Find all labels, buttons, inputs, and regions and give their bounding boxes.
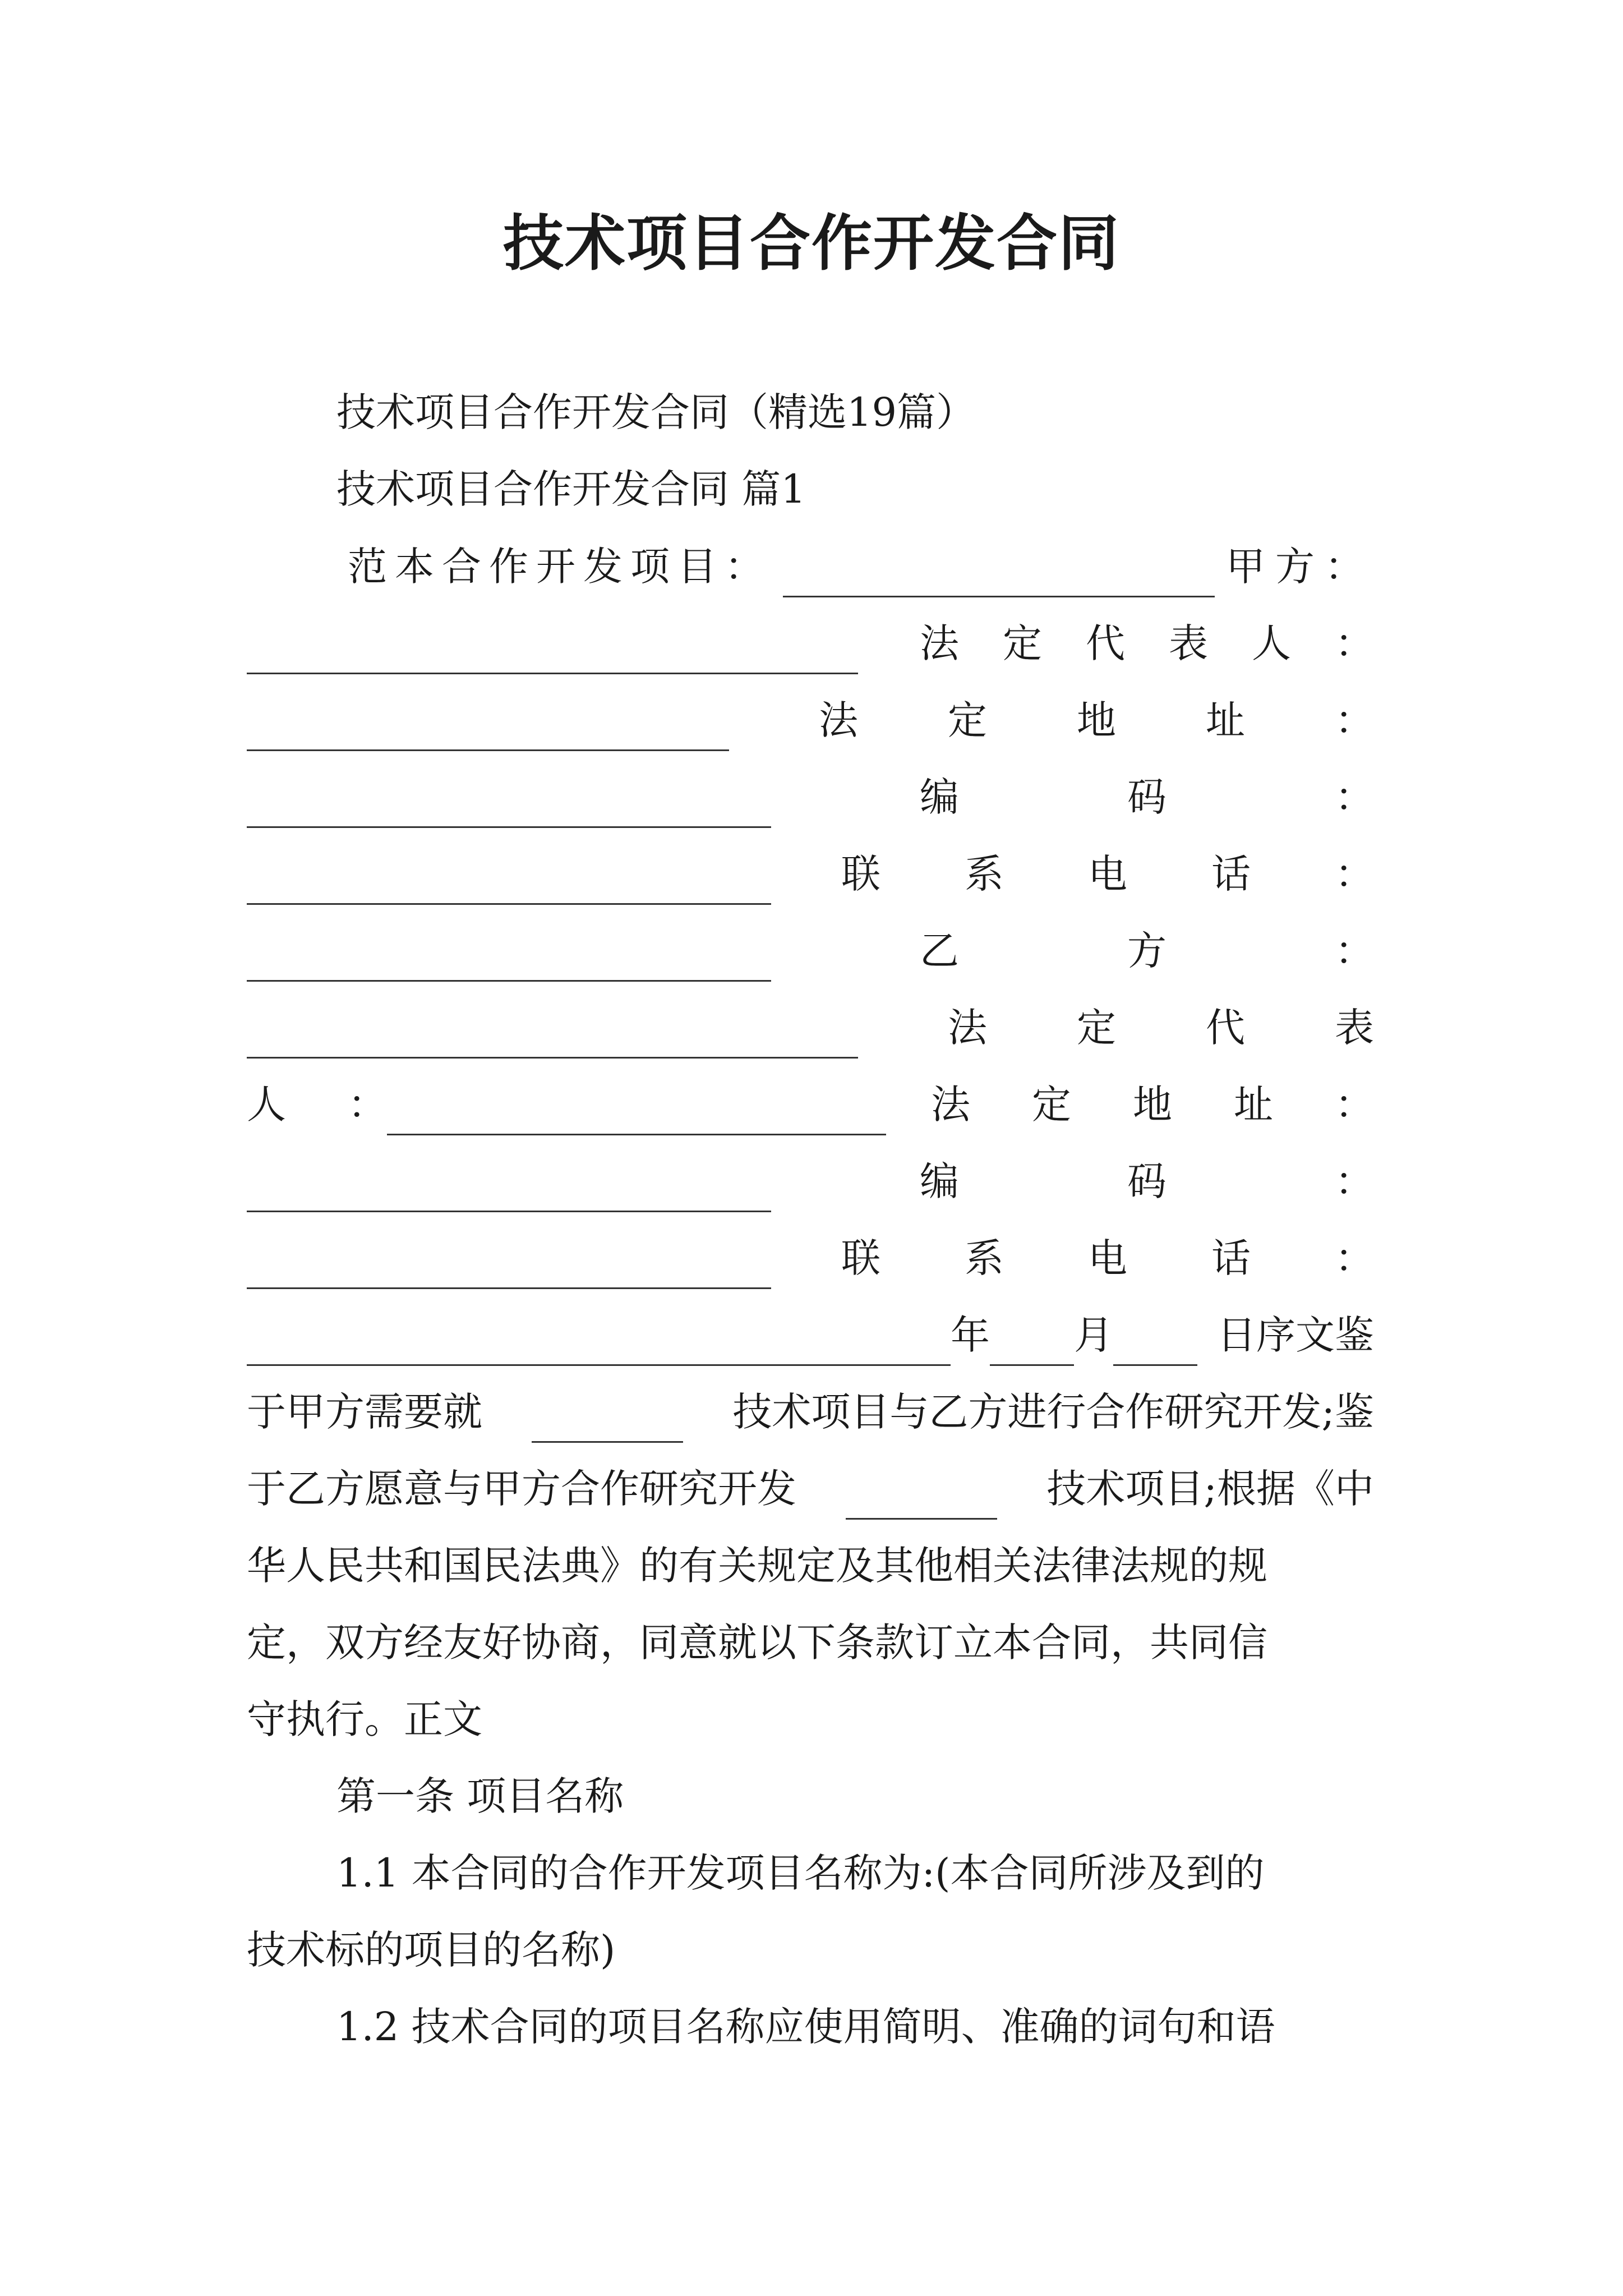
form-line-legal-addr-b [247,1074,1436,1135]
day-blank[interactable] [1113,1319,1197,1366]
phone-b-blank[interactable] [247,1243,771,1289]
legal-rep-b-blank[interactable] [247,1012,858,1059]
form-line-postcode [247,766,1542,828]
legal-rep-b-blank-2[interactable] [387,1089,886,1135]
body-line-2 [247,1458,1374,1520]
body-line-1b: 技术项目与乙方进行合作研究开发;鉴 [732,1389,1374,1435]
signing-blank[interactable] [247,1319,951,1366]
document-title: 技术项目合作开发合同 [502,209,1120,279]
form-line-legal-rep-b [247,997,1464,1059]
form-line-party-b [247,920,1542,982]
body-line-1 [247,1381,1374,1443]
legal-addr-label: 法定地址： [819,697,1464,743]
form-line-date [247,1304,1374,1366]
form-line-phone-b [247,1227,1458,1289]
legal-addr-blank[interactable] [247,705,729,751]
form-line-legal-rep [247,613,1418,674]
party-a-label: 甲方： [1226,544,1374,590]
body-line-4: 定，双方经友好协商，同意就以下条款订立本合同，共同信 [247,1619,1267,1665]
project-label: 范本合作开发项目： [348,544,772,590]
legal-rep-b-label-1: 法定代表 [948,1005,1464,1051]
body-line-5: 守执行。正文 [247,1696,482,1742]
project-blank[interactable] [783,551,1215,597]
clause-1-1-line-1: 1.1 本合同的合作开发项目名称为:(本合同所涉及到的 [336,1850,1265,1896]
legal-rep-b-label-2: 人： [247,1082,449,1128]
day-preface-text: 日序文鉴 [1217,1312,1374,1358]
phone-b-label: 联系电话： [841,1235,1458,1281]
postcode-label: 编码： [920,774,1542,820]
postcode-blank[interactable] [247,781,771,828]
project-name-blank-1[interactable] [532,1396,683,1443]
postcode-b-blank[interactable] [247,1166,771,1212]
form-line-legal-addr [247,689,1464,751]
project-name-blank-2[interactable] [846,1473,997,1520]
body-line-1a: 于甲方需要就 [247,1389,482,1435]
form-line-project [247,536,1374,597]
postcode-b-label: 编码： [920,1158,1542,1204]
body-line-2a: 于乙方愿意与甲方合作研究开发 [247,1466,796,1512]
clause-1-2-line-1: 1.2 技术合同的项目名称应使用简明、准确的词句和语 [336,2004,1275,2050]
legal-addr-b-label: 法定地址： [931,1082,1436,1128]
form-line-phone [247,843,1458,905]
article-1-heading: 第一条 项目名称 [336,1773,624,1819]
year-label: 年 [951,1312,990,1358]
party-b-blank[interactable] [247,935,771,982]
phone-blank[interactable] [247,858,771,905]
month-label: 月 [1074,1312,1113,1358]
month-blank[interactable] [990,1319,1074,1366]
subtitle: 技术项目合作开发合同（精选19篇） [336,389,976,435]
legal-rep-blank[interactable] [247,628,858,674]
phone-label: 联系电话： [841,851,1458,897]
body-line-3: 华人民共和国民法典》的有关规定及其他相关法律法规的规 [247,1543,1267,1589]
body-line-2b: 技术项目;根据《中 [1046,1466,1374,1512]
party-b-label: 乙方： [920,928,1542,974]
chapter-heading: 技术项目合作开发合同 篇1 [336,466,806,512]
clause-1-1-line-2: 技术标的项目的名称) [247,1927,616,1973]
form-line-postcode-b [247,1151,1542,1212]
legal-rep-label: 法定代表人： [920,620,1418,666]
